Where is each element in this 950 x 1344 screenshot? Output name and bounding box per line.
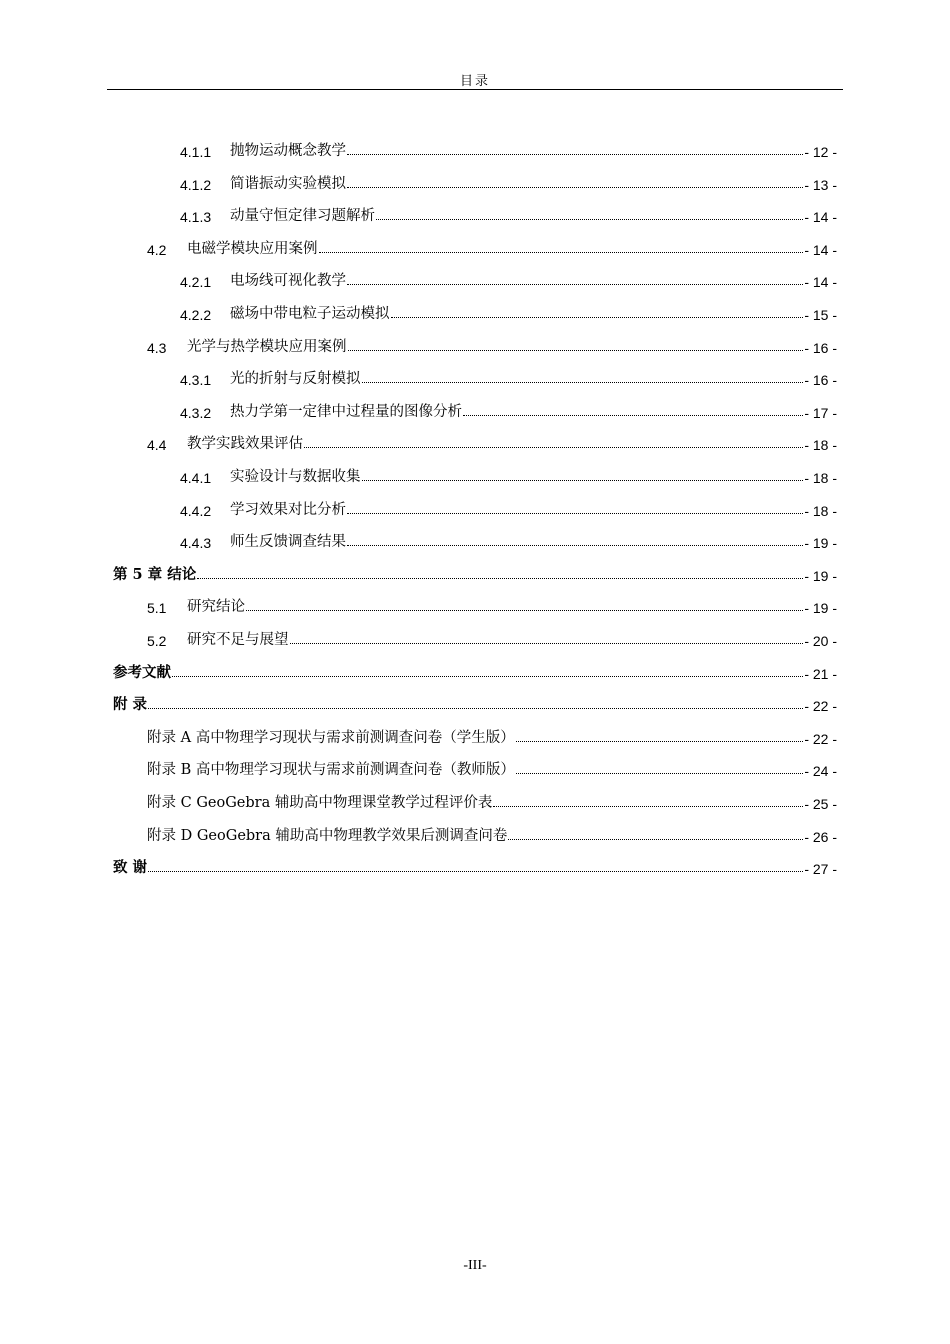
toc-entry-page: - 12 - — [804, 144, 837, 160]
toc-leader-dots — [362, 382, 804, 383]
toc-entry-page: - 20 - — [804, 633, 837, 649]
toc-entry-title: 电磁学模块应用案例 — [187, 240, 318, 257]
toc-entry-page: - 18 - — [804, 437, 837, 454]
toc-entry-page: - 14 - — [804, 241, 837, 258]
toc-entry[interactable] — [147, 725, 837, 747]
toc-entry-title: 实验设计与数据收集 — [230, 469, 361, 485]
toc-entry-number: 4.2 — [147, 241, 167, 258]
toc-entry-page: - 19 - — [804, 535, 837, 552]
toc-entry-page: - 27 - — [804, 861, 837, 878]
toc-entry[interactable] — [113, 660, 837, 682]
toc-entry[interactable] — [180, 366, 837, 388]
toc-leader-dots — [508, 839, 803, 840]
toc-entry-title: 参考文献 — [113, 663, 171, 681]
toc-entry-title: 研究结论 — [187, 599, 245, 616]
toc-entry-page: - 19 - — [804, 567, 837, 584]
toc-entry[interactable] — [147, 790, 837, 812]
toc-entry[interactable] — [180, 399, 837, 421]
toc-entry[interactable] — [147, 236, 837, 258]
toc-leader-dots — [290, 643, 804, 644]
toc-entry[interactable] — [147, 431, 837, 453]
toc-entry[interactable] — [180, 268, 837, 290]
toc-entry-title: 磁场中带电粒子运动模拟 — [230, 306, 390, 322]
toc-entry-number: 4.2.1 — [180, 274, 212, 291]
toc-leader-dots — [347, 513, 803, 514]
toc-entry[interactable] — [180, 138, 837, 160]
toc-entry-page: - 13 - — [804, 176, 837, 193]
toc-entry-title: 电场线可视化教学 — [230, 273, 346, 290]
toc-leader-dots — [516, 741, 804, 742]
toc-entry-title: 附 录 — [113, 696, 148, 714]
toc-entry-page: - 18 - — [804, 502, 837, 519]
toc-leader-dots — [516, 773, 803, 774]
toc-entry-page: - 26 - — [804, 828, 837, 845]
toc-entry-page: - 24 - — [804, 763, 837, 780]
toc-leader-dots — [347, 154, 803, 155]
toc-entry-page: - 22 - — [804, 698, 837, 715]
toc-entry-title: 光的折射与反射模拟 — [230, 371, 361, 388]
toc-entry[interactable] — [180, 203, 837, 225]
toc-entry[interactable] — [147, 627, 837, 649]
toc-entry-number: 4.4.1 — [180, 470, 212, 486]
toc-entry-title: 附录 C GeoGebra 辅助高中物理课堂教学过程评价表 — [147, 795, 493, 811]
toc-entry[interactable] — [113, 692, 837, 714]
toc-leader-dots — [246, 610, 803, 611]
toc-entry-number: 4.4 — [147, 437, 167, 454]
toc-entry[interactable] — [180, 301, 837, 323]
toc-entry-title: 教学实践效果评估 — [187, 436, 303, 453]
toc-entry-title: 研究不足与展望 — [187, 632, 289, 648]
toc-leader-dots — [391, 317, 804, 318]
toc-leader-dots — [197, 578, 803, 579]
page-number: -III- — [463, 1258, 487, 1273]
toc-entry-title: 光学与热学模块应用案例 — [187, 338, 347, 355]
toc-entry-title: 学习效果对比分析 — [230, 501, 346, 518]
toc-entry-title: 附录 D GeoGebra 辅助高中物理教学效果后测调查问卷 — [147, 827, 508, 844]
toc-leader-dots — [348, 350, 804, 351]
toc-entry-page: - 17 - — [804, 404, 837, 421]
toc-entry[interactable] — [147, 757, 837, 779]
toc-entry[interactable] — [147, 334, 837, 356]
toc-entry-number: 4.1.3 — [180, 209, 212, 226]
toc-leader-dots — [347, 284, 803, 285]
toc-entry[interactable] — [180, 529, 837, 551]
toc-entry-number: 4.4.2 — [180, 502, 212, 519]
toc-leader-dots — [148, 708, 803, 709]
toc-entry-page: - 22 - — [804, 730, 837, 747]
toc-leader-dots — [347, 545, 803, 546]
toc-entry-title: 致 谢 — [113, 859, 148, 877]
toc-leader-dots — [463, 415, 803, 416]
toc-entry[interactable] — [147, 823, 837, 845]
toc-entry-title: 热力学第一定律中过程量的图像分析 — [230, 403, 462, 420]
toc-entry-page: - 16 - — [804, 372, 837, 389]
toc-entry-number: 4.2.2 — [180, 307, 212, 323]
toc-leader-dots — [304, 447, 803, 448]
toc-leader-dots — [319, 252, 804, 253]
toc-entry[interactable] — [180, 497, 837, 519]
toc-entry-number: 5.1 — [147, 600, 167, 617]
toc-leader-dots — [172, 676, 803, 677]
toc-leader-dots — [148, 871, 803, 872]
toc-entry[interactable] — [113, 562, 837, 584]
toc-entry-number: 4.3.1 — [180, 372, 212, 389]
toc-entry-title: 第 5 章 结论 — [113, 565, 197, 583]
toc-entry-page: - 19 - — [804, 600, 837, 617]
toc-entry-number: 4.4.3 — [180, 535, 212, 552]
toc-entry[interactable] — [147, 594, 837, 616]
toc-entry-page: - 21 - — [804, 665, 837, 682]
toc-entry-number: 4.1.2 — [180, 176, 212, 193]
toc-entry-title: 简谐振动实验模拟 — [230, 175, 346, 192]
toc-entry-number: 5.2 — [147, 633, 167, 649]
toc-entry-page: - 25 - — [804, 796, 837, 812]
toc-entry-title: 师生反馈调查结果 — [230, 534, 346, 551]
toc-entry-page: - 14 - — [804, 274, 837, 291]
toc-leader-dots — [493, 806, 803, 807]
toc-leader-dots — [347, 187, 803, 188]
page-header: 目录 — [459, 74, 490, 89]
toc-entry[interactable] — [180, 171, 837, 193]
header-divider — [107, 89, 843, 90]
toc-leader-dots — [376, 219, 803, 220]
toc-entry-title: 动量守恒定律习题解析 — [230, 208, 375, 225]
toc-entry[interactable] — [113, 855, 837, 877]
toc-entry-number: 4.1.1 — [180, 144, 212, 160]
toc-entry-title: 附录 A 高中物理学习现状与需求前测调查问卷（学生版） — [147, 729, 515, 746]
toc-entry-title: 抛物运动概念教学 — [230, 143, 346, 159]
toc-entry-page: - 16 - — [804, 339, 837, 356]
toc-entry-number: 4.3 — [147, 339, 167, 356]
toc-entry-title: 附录 B 高中物理学习现状与需求前测调查问卷（教师版） — [147, 762, 515, 779]
toc-entry-page: - 14 - — [804, 209, 837, 226]
toc-leader-dots — [362, 480, 804, 481]
toc-entry[interactable] — [180, 464, 837, 486]
toc-entry-number: 4.3.2 — [180, 404, 212, 421]
toc-entry-page: - 15 - — [804, 307, 837, 323]
toc-entry-page: - 18 - — [804, 470, 837, 486]
